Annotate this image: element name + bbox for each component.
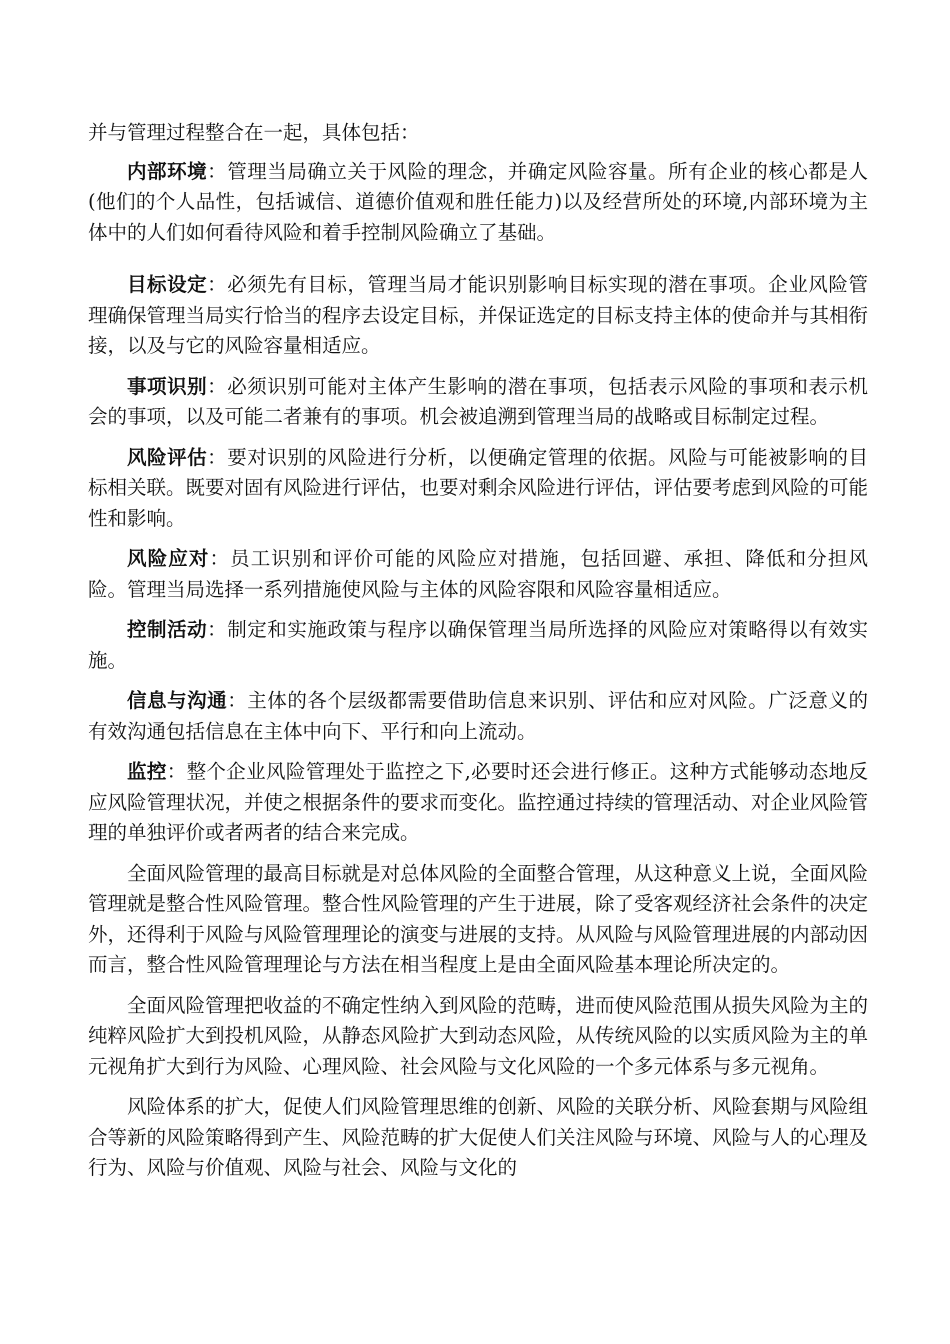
component-text: 必须识别可能对主体产生影响的潜在事项，包括表示风险的事项和表示机会的事项，以及可能二者兼有的事项。机会被追溯到管理当局的战略或目标制定过程。 — [88, 374, 868, 428]
component-colon: ： — [209, 547, 231, 570]
component-objective-setting — [88, 270, 868, 362]
component-internal-environment — [88, 157, 868, 249]
component-text: 制定和实施政策与程序以确保管理当局所选择的风险应对策略得以有效实施。 — [88, 618, 868, 672]
component-term: 信息与沟通 — [127, 689, 228, 712]
body-paragraph: 全面风险管理把收益的不确定性纳入到风险的范畴，进而使风险范围从损失风险为主的纯粹风险扩大到投机风险，从静态风险扩大到动态风险，从传统风险的以实质风险为主的单元视角扩大到行为风险、心理风险、社会风险与文化风险的一个多元体系与多元视角。 — [88, 993, 869, 1078]
component-event-identification — [88, 372, 868, 433]
component-term: 事项识别 — [127, 374, 208, 398]
component-text: 必须先有目标，管理当局才能识别影响目标实现的潜在事项。企业风险管理确保管理当局实行恰当的程序去设定目标，并保证选定的目标支持主体的使命并与其相衔接，以及与它的风险容量相适应。 — [88, 273, 869, 357]
component-term: 监控 — [127, 760, 167, 783]
component-term: 目标设定 — [127, 273, 208, 296]
document-page — [88, 118, 868, 1194]
component-text: 管理当局确立关于风险的理念，并确定风险容量。所有企业的核心都是人(他们的个人品性，包括诚信、道德价值观和胜任能力)以及经营所处的环境,内部环境为主体中的人们如何看待风险和着手控制风险确立了基础。 — [88, 159, 868, 244]
component-text: 主体的各个层级都需要借助信息来识别、评估和应对风险。广泛意义的有效沟通包括信息在主体中向下、平行和向上流动。 — [88, 689, 868, 743]
component-term: 风险评估 — [127, 445, 208, 469]
component-control-activities — [88, 615, 868, 676]
component-text: 整个企业风险管理处于监控之下,必要时还会进行修正。这种方式能够动态地反应风险管理状况，并使之根据条件的要求而变化。监控通过持续的管理活动、对企业风险管理的单独评价或者两者的结合来完成。 — [88, 760, 869, 844]
component-colon: ： — [207, 273, 228, 296]
component-colon: ： — [207, 618, 228, 641]
component-risk-response — [88, 544, 868, 605]
component-colon: ： — [207, 374, 228, 398]
body-paragraph: 全面风险管理的最高目标就是对总体风险的全面整合管理，从这种意义上说，全面风险管理就是整合性风险管理。整合性风险管理的产生于进展，除了受客观经济社会条件的决定外，还得利于风险与风险管理理论的演变与进展的支持。从风险与风险管理进展的内部动因而言，整合性风险管理理论与方法在相当程度上是由全面风险基本理论所决定的。 — [88, 861, 869, 976]
component-colon: ： — [227, 689, 248, 712]
component-risk-assessment — [88, 443, 868, 535]
component-information-communication — [88, 686, 868, 747]
component-term: 控制活动 — [127, 618, 208, 641]
component-term: 内部环境 — [127, 159, 208, 183]
component-colon: ： — [207, 159, 228, 183]
body-paragraph: 风险体系的扩大，促使人们风险管理思维的创新、风险的关联分析、风险套期与风险组合等新的风险策略得到产生、风险范畴的扩大促使人们关注风险与环境、风险与人的心理及行为、风险与价值观、风险与社会、风险与文化的 — [88, 1095, 869, 1179]
intro-paragraph: 并与管理过程整合在一起，具体包括： — [88, 121, 420, 144]
component-term: 风险应对 — [127, 547, 210, 570]
component-colon: ： — [207, 445, 228, 469]
component-text: 员工识别和评价可能的风险应对措施，包括回避、承担、降低和分担风险。管理当局选择一系列措施使风险与主体的风险容限和风险容量相适应。 — [88, 547, 868, 601]
component-colon: ： — [166, 760, 187, 783]
component-text: 要对识别的风险进行分析，以便确定管理的依据。风险与可能被影响的目标相关联。既要对固有风险进行评估，也要对剩余风险进行评估，评估要考虑到风险的可能性和影响。 — [88, 445, 869, 530]
component-monitoring — [88, 757, 868, 849]
